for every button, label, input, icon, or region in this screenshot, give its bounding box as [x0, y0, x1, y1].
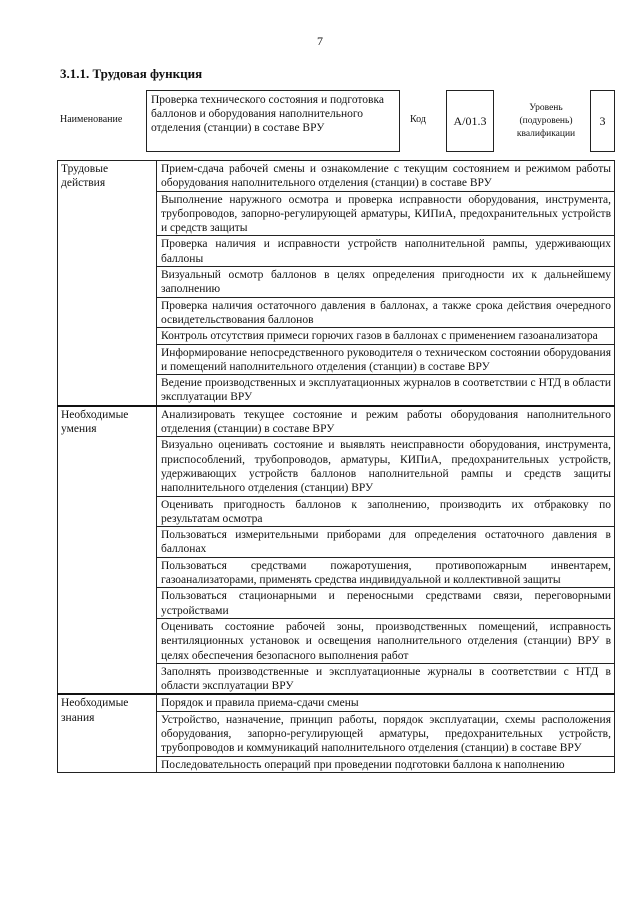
item-cell: Визуальный осмотр баллонов в целях определения пригодности их к дальнейшему заполнению	[157, 267, 615, 298]
qualification-level-label: Уровень (подуровень) квалификации	[516, 103, 576, 139]
item-cell: Визуально оценивать состояние и выявлять неисправности оборудования, инструмента, приспособлений, трубопроводов, арматуры, КИПиА, предохранительных устройств, удерживающих устройств баллонов наполнительной рампы и средств защиты наполнительного отделения (станции) ВРУ	[157, 437, 615, 496]
qualification-level-value: 3	[590, 90, 615, 152]
page-number: 7	[317, 34, 323, 48]
section-title: 3.1.1. Трудовая функция	[60, 66, 203, 81]
item-cell: Пользоваться средствами пожаротушения, противопожарным инвентарем, газоанализаторами, применять средства индивидуальной и коллективной защиты	[157, 557, 615, 588]
table-row	[58, 406, 615, 437]
item-cell: Информирование непосредственного руководителя о техническом состоянии оборудования и помещений наполнительного отделения (станции) в составе ВРУ	[157, 344, 615, 375]
code-value: A/01.3	[446, 90, 494, 152]
item-cell: Порядок и правила приема-сдачи смены	[157, 694, 615, 711]
item-cell: Ведение производственных и эксплуатационных журналов в соответствии с НТД в области эксплуатации ВРУ	[157, 375, 615, 406]
table-row	[58, 161, 615, 192]
category-cell: Необходимые умения	[58, 406, 157, 695]
item-cell: Прием-сдача рабочей смены и ознакомление с текущим состоянием и режимом работы оборудования наполнительного отделения (станции) в составе ВРУ	[157, 161, 615, 192]
item-cell: Пользоваться измерительными приборами для определения остаточного давления в баллонах	[157, 527, 615, 558]
item-cell: Выполнение наружного осмотра и проверка исправности оборудования, инструмента, трубопроводов, запорно-регулирующей арматуры, КИПиА, предохранительных устройств и средств защиты	[157, 191, 615, 236]
name-value: Проверка технического состояния и подготовка баллонов и оборудования наполнительного отделения (станции) в составе ВРУ	[146, 90, 400, 152]
item-cell: Оценивать пригодность баллонов к заполнению, производить их отбраковку по результатам осмотра	[157, 496, 615, 527]
item-cell: Контроль отсутствия примеси горючих газов в баллонах с применением газоанализатора	[157, 328, 615, 344]
category-cell: Трудовые действия	[58, 161, 157, 406]
item-cell: Проверка наличия и исправности устройств наполнительной рампы, удерживающих баллоны	[157, 236, 615, 267]
item-cell: Оценивать состояние рабочей зоны, производственных помещений, исправность вентиляционных установок и освещения наполнительного отделения (станции) ВРУ в целях обеспечения безопасного выполнения работ	[157, 618, 615, 663]
item-cell: Анализировать текущее состояние и режим работы оборудования наполнительного отделения (станции) в составе ВРУ	[157, 406, 615, 437]
name-label: Наименование	[60, 114, 123, 125]
category-cell: Необходимые знания	[58, 694, 157, 772]
code-label: Код	[410, 114, 426, 125]
item-cell: Последовательность операций при проведении подготовки баллона к наполнению	[157, 756, 615, 772]
labor-function-table	[57, 160, 615, 773]
item-cell: Проверка наличия остаточного давления в баллонах, а также срока действия очередного освидетельствования баллонов	[157, 297, 615, 328]
item-cell: Устройство, назначение, принцип работы, порядок эксплуатации, схемы расположения оборудования, запорно-регулирующей арматуры, предохранительных устройств, трубопроводов и коммуникаций наполнительного отделения (станции) в составе ВРУ	[157, 711, 615, 756]
table-row	[58, 694, 615, 711]
item-cell: Заполнять производственные и эксплуатационные журналы в соответствии с НТД в области эксплуатации ВРУ	[157, 663, 615, 694]
item-cell: Пользоваться стационарными и переносными средствами связи, переговорными устройствами	[157, 588, 615, 619]
labor-function-header	[60, 90, 615, 152]
